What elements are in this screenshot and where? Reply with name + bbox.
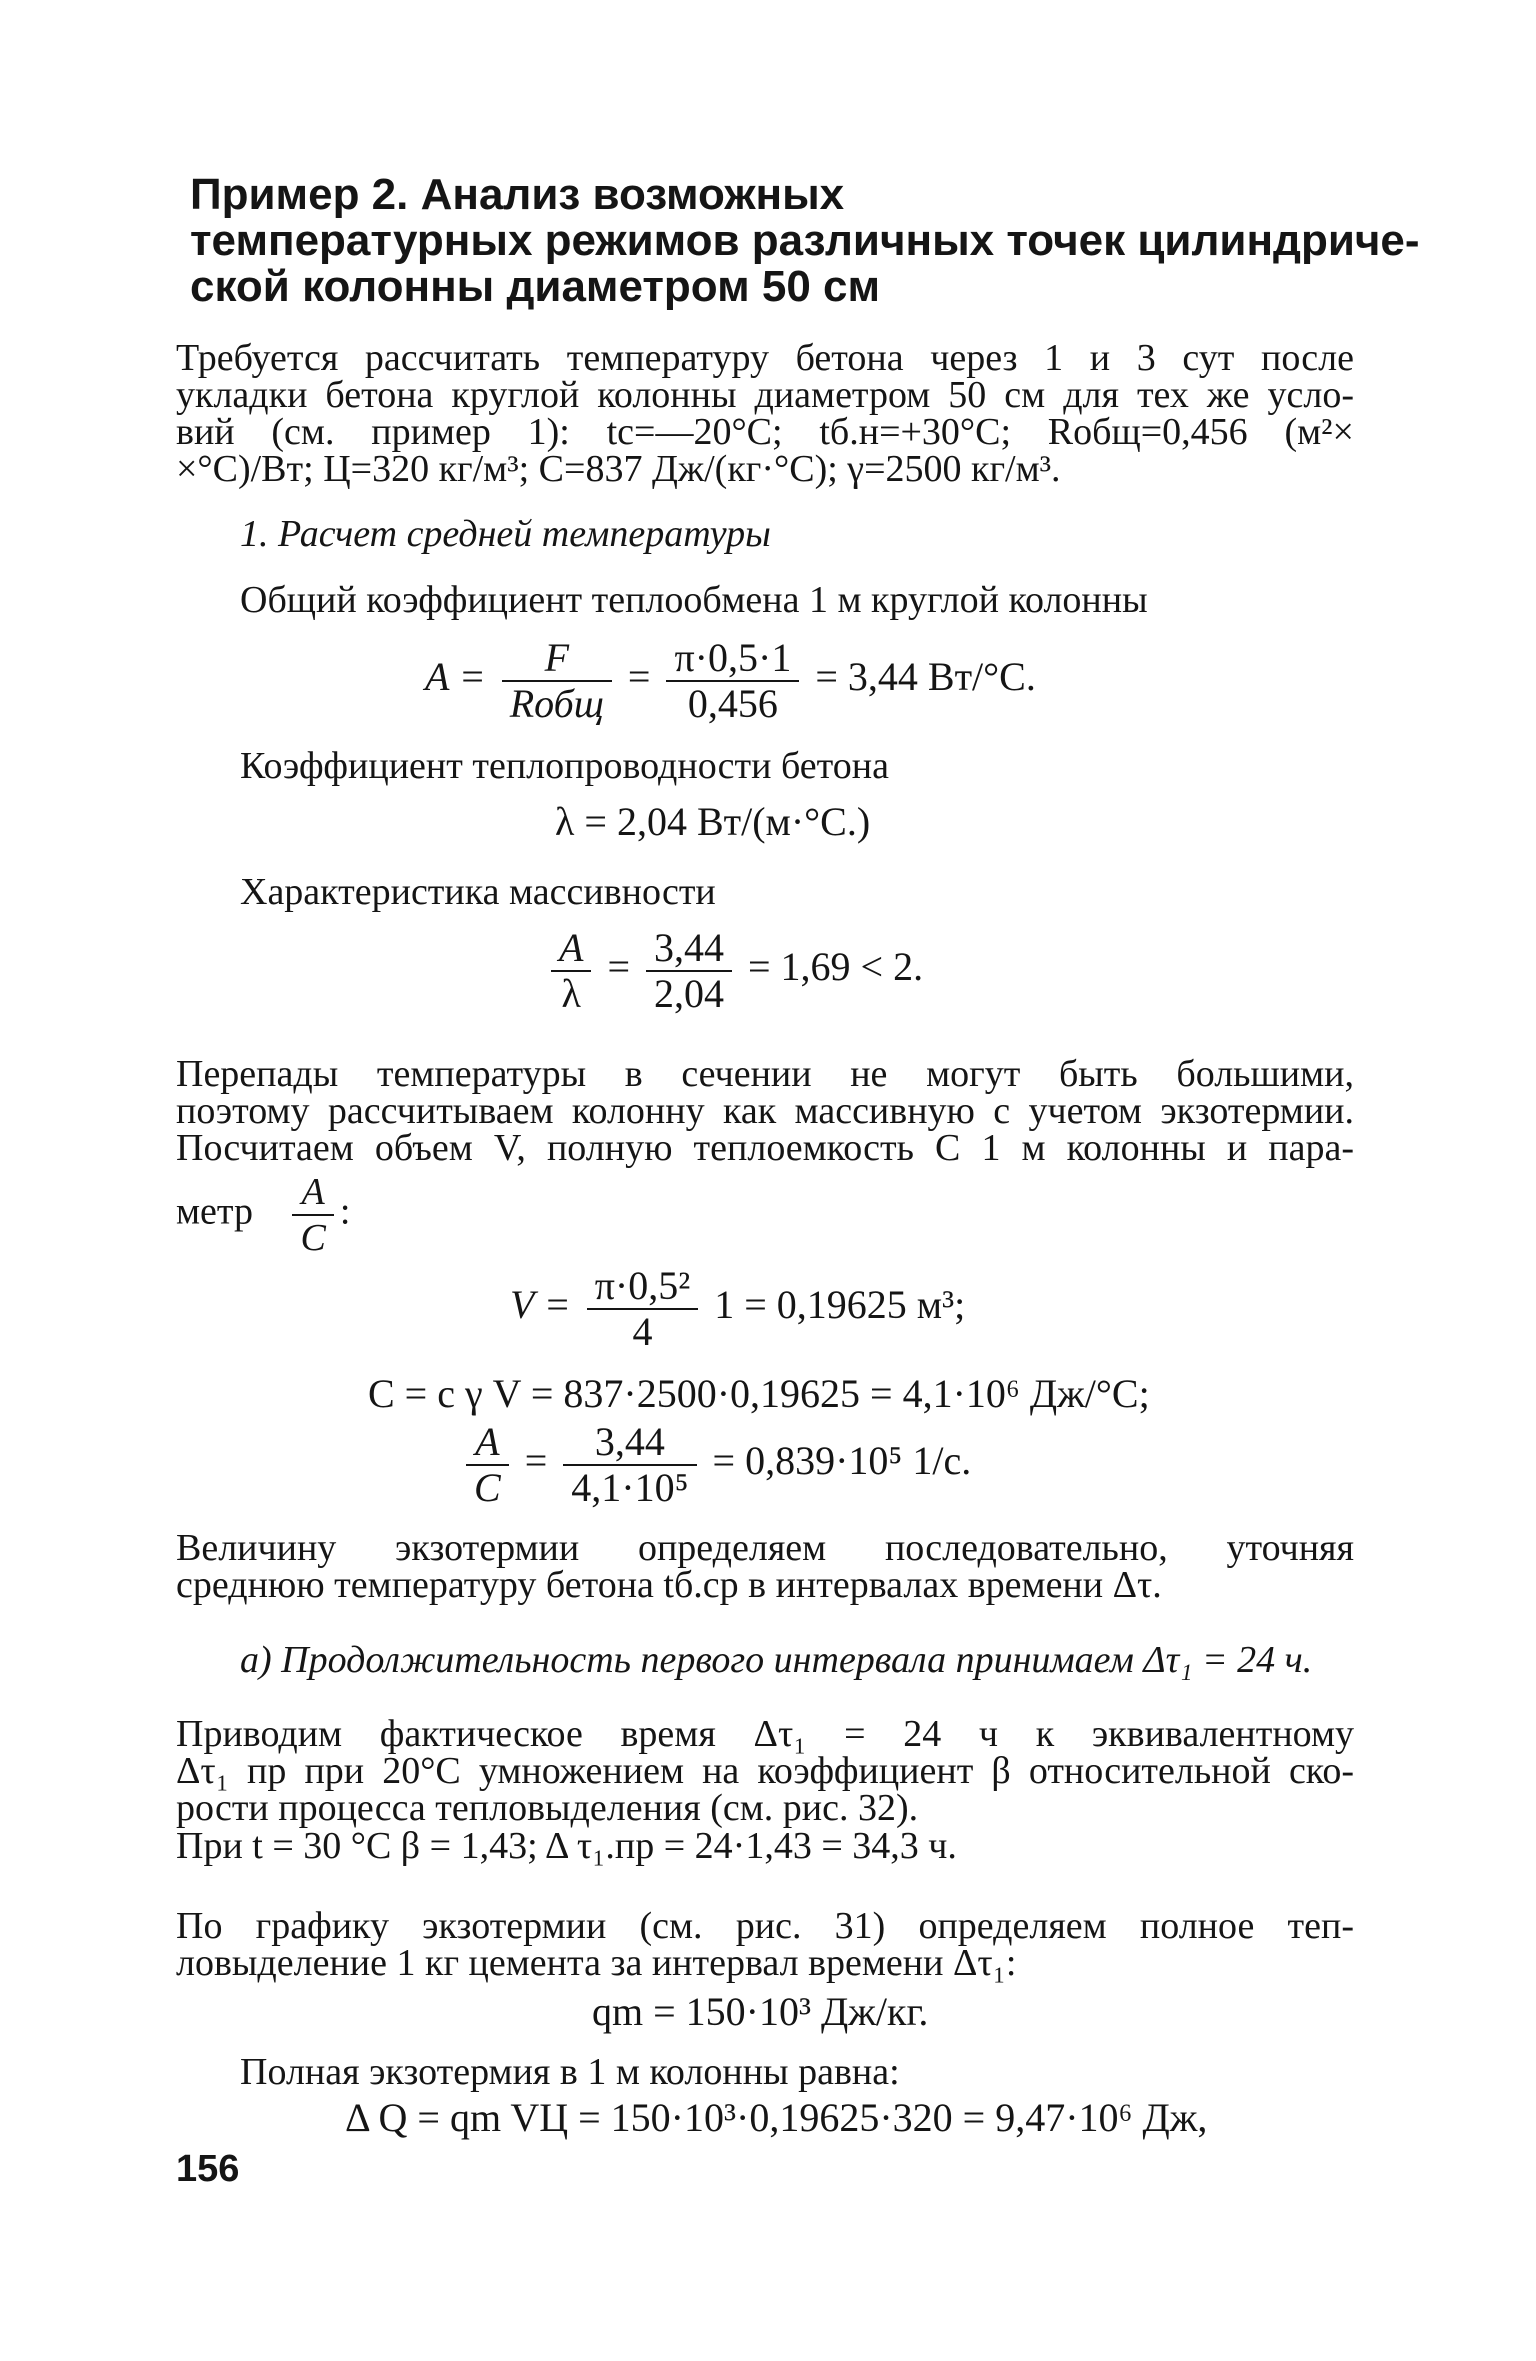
intro-line-3: вий (см. пример 1): tс=—20°С; tб.н=+30°С; Rобщ=0,456 (м²× bbox=[176, 411, 1354, 453]
frac-num: 3,44 bbox=[646, 926, 732, 972]
fraction-V bbox=[587, 1264, 699, 1354]
frac-den: Rобщ bbox=[509, 681, 604, 726]
exo-line-1: Величину экзотермии определяем последовательно, уточняя bbox=[176, 1527, 1354, 1569]
example-title bbox=[190, 170, 1420, 311]
intro-line-1: Требуется рассчитать температуру бетона через 1 и 3 сут после bbox=[176, 337, 1354, 379]
exo-line-2: среднюю температуру бетона tб.ср в интервалах времени Δτ. bbox=[176, 1564, 1162, 1606]
beta-line: При t = 30 °С β = 1,43; Δ τ₁.пр = 24·1,43 = 34,3 ч. bbox=[176, 1825, 957, 1867]
graph-line-1: По графику экзотермии (см. рис. 31) определяем полное теп- bbox=[176, 1905, 1354, 1947]
fraction-values bbox=[646, 926, 732, 1016]
drops-line-3: Посчитаем объем V, полную теплоемкость С 1 м колонны и пара- bbox=[176, 1127, 1354, 1169]
drops-line-1: Перепады температуры в сечении не могут быть большими, bbox=[176, 1053, 1354, 1095]
reduce-line-1: Приводим фактическое время Δτ₁ = 24 ч к эквивалентному bbox=[176, 1713, 1354, 1755]
title-line-2: температурных режимов различных точек цилиндриче- bbox=[190, 216, 1420, 265]
formula-dQ: Δ Q = qm VЦ = 150·10³·0,19625·320 = 9,47·10⁶ Дж, bbox=[345, 2095, 1208, 2140]
total-exo-text: Полная экзотермия в 1 м колонны равна: bbox=[240, 2051, 900, 2093]
intro-paragraph bbox=[176, 337, 1354, 490]
fraction-A-lambda bbox=[551, 926, 591, 1016]
frac-num: A bbox=[292, 1170, 333, 1216]
formula-V-lhs: V = bbox=[510, 1282, 571, 1328]
graph-paragraph bbox=[176, 1905, 1354, 1984]
frac-den: C bbox=[474, 1465, 501, 1510]
drops-paragraph bbox=[176, 1053, 1354, 1169]
title-line-1: Пример 2. Анализ возможных bbox=[190, 170, 845, 219]
formula-ratio-result: = 1,69 < 2. bbox=[748, 944, 924, 990]
param-line bbox=[176, 1170, 350, 1260]
equals-sign: = bbox=[524, 1438, 548, 1484]
mass-char-text: Характеристика массивности bbox=[240, 871, 716, 913]
graph-line-2: ловыделение 1 кг цемента за интервал времени Δτ₁: bbox=[176, 1942, 1017, 1984]
fraction-F-R bbox=[502, 636, 612, 726]
intro-line-2: укладки бетона круглой колонны диаметром 50 см для тех же усло- bbox=[176, 374, 1354, 416]
frac-den: λ bbox=[561, 971, 581, 1016]
frac-num: π·0,5·1 bbox=[666, 636, 799, 682]
fraction-A-C bbox=[292, 1170, 333, 1260]
formula-AC bbox=[460, 1420, 971, 1510]
frac-num: 3,44 bbox=[563, 1420, 696, 1466]
formula-qm: qm = 150·10³ Дж/кг. bbox=[592, 1989, 929, 2034]
param-prefix: метр bbox=[176, 1190, 253, 1233]
frac-num: A bbox=[551, 926, 591, 972]
formula-V-result: 1 = 0,19625 м³; bbox=[714, 1282, 966, 1328]
fraction-A-C bbox=[466, 1420, 509, 1510]
reduce-line-2: Δτ₁ пр при 20°С умножением на коэффициент β относительной ско- bbox=[176, 1750, 1354, 1792]
frac-num: F bbox=[502, 636, 612, 682]
formula-C: C = c γ V = 837·2500·0,19625 = 4,1·10⁶ Дж/°С; bbox=[368, 1371, 1150, 1416]
frac-num: π·0,5² bbox=[587, 1264, 699, 1310]
formula-V bbox=[510, 1264, 965, 1354]
reduce-line-3: рости процесса тепловыделения (см. рис. 32). bbox=[176, 1787, 919, 1829]
formula-A-lhs: A = bbox=[425, 654, 486, 700]
title-line-3: ской колонны диаметром 50 см bbox=[190, 262, 881, 311]
equals-sign: = bbox=[607, 944, 630, 990]
param-suffix: : bbox=[339, 1190, 351, 1233]
formula-ratio bbox=[545, 926, 923, 1016]
frac-den: 4 bbox=[632, 1309, 653, 1354]
frac-den: 2,04 bbox=[654, 971, 724, 1016]
page-number: 156 bbox=[176, 2148, 240, 2190]
intro-line-4: ×°С)/Вт; Ц=320 кг/м³; С=837 Дж/(кг·°С); γ=2500 кг/м³. bbox=[176, 448, 1061, 490]
frac-den: 0,456 bbox=[687, 681, 778, 726]
section-heading: 1. Расчет средней температуры bbox=[240, 513, 771, 555]
coef-total-text: Общий коэффициент теплообмена 1 м круглой колонны bbox=[240, 579, 1148, 621]
formula-lambda: λ = 2,04 Вт/(м·°С.) bbox=[555, 799, 871, 844]
formula-A-result: = 3,44 Вт/°С. bbox=[815, 654, 1036, 700]
equals-sign: = bbox=[627, 654, 651, 700]
formula-AC-result: = 0,839·10⁵ 1/с. bbox=[712, 1438, 972, 1484]
drops-line-2: поэтому рассчитываем колонну как массивную с учетом экзотермии. bbox=[176, 1090, 1354, 1132]
reduce-paragraph bbox=[176, 1713, 1354, 1829]
formula-A bbox=[425, 636, 1036, 726]
frac-den: C bbox=[300, 1217, 326, 1259]
fraction-values bbox=[563, 1420, 696, 1510]
frac-num: A bbox=[466, 1420, 509, 1466]
fraction-pi bbox=[666, 636, 799, 726]
frac-den: 4,1·10⁵ bbox=[571, 1465, 689, 1510]
exo-paragraph bbox=[176, 1527, 1354, 1606]
coef-cond-text: Коэффициент теплопроводности бетона bbox=[240, 745, 889, 787]
subsection-a: а) Продолжительность первого интервала принимаем Δτ₁ = 24 ч. bbox=[240, 1639, 1313, 1681]
